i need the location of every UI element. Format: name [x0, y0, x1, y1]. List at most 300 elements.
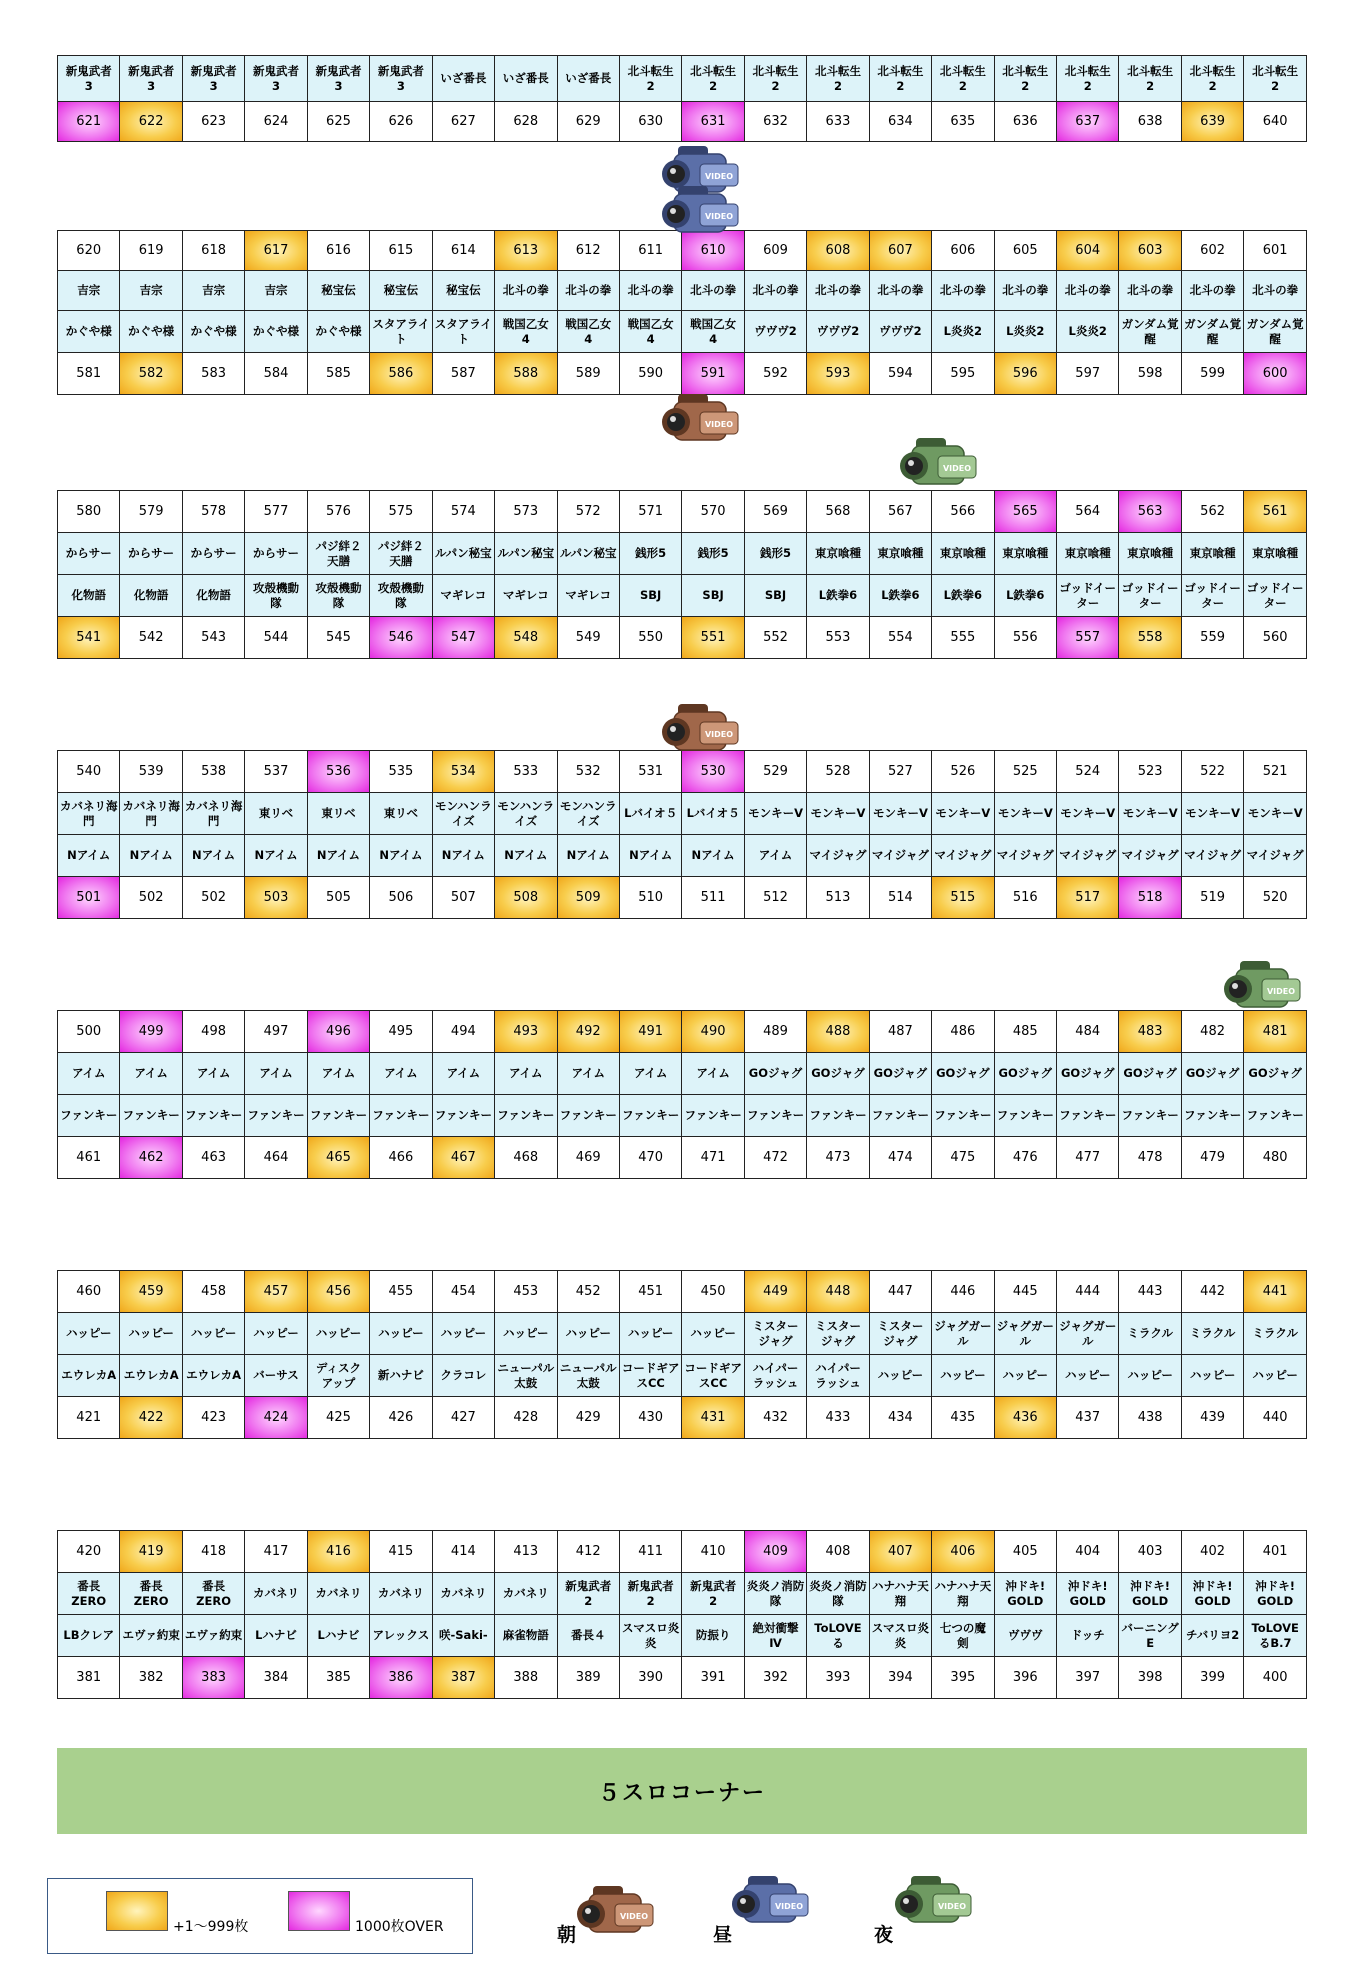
- seat-number-cell: 529: [744, 751, 806, 793]
- seat-number-cell: 464: [245, 1137, 307, 1179]
- machine-name-cell: 番長 ZERO: [120, 1573, 182, 1615]
- seat-number-cell: 639: [1181, 102, 1243, 142]
- machine-name-cell: L炎炎2: [1057, 311, 1119, 353]
- seat-number-cell: 596: [994, 353, 1056, 395]
- seat-number-cell: 502: [182, 877, 244, 919]
- seat-block: [57, 230, 1307, 395]
- seat-number-cell: 633: [807, 102, 869, 142]
- machine-name-cell: ファンキー: [432, 1095, 494, 1137]
- machine-name-cell: 新鬼武者 3: [120, 56, 182, 102]
- seat-number-cell: 602: [1181, 231, 1243, 271]
- seat-number-cell: 492: [557, 1011, 619, 1053]
- seat-number-cell: 411: [619, 1531, 681, 1573]
- machine-name-cell: カバネリ: [432, 1573, 494, 1615]
- seat-number-cell: 561: [1244, 491, 1307, 533]
- seat-number-cell: 495: [370, 1011, 432, 1053]
- machine-name-cell: 北斗転生 2: [619, 56, 681, 102]
- seat-number-cell: 534: [432, 751, 494, 793]
- seat-number-cell: 568: [807, 491, 869, 533]
- machine-name-cell: ハッピー: [307, 1313, 369, 1355]
- machine-row: [58, 1313, 1307, 1355]
- seat-number-cell: 535: [370, 751, 432, 793]
- seat-number-cell: 472: [744, 1137, 806, 1179]
- machine-name-cell: マイジャグ: [1119, 835, 1181, 877]
- morning-label: 朝: [557, 1924, 577, 1946]
- seat-number-cell: 547: [432, 617, 494, 659]
- machine-name-cell: ルパン秘宝: [557, 533, 619, 575]
- machine-name-cell: モンハンラ イズ: [557, 793, 619, 835]
- seat-number-cell: 591: [682, 353, 744, 395]
- seat-number-cell: 396: [994, 1657, 1056, 1699]
- seat-number-cell: 489: [744, 1011, 806, 1053]
- seat-number-cell: 446: [932, 1271, 994, 1313]
- machine-name-cell: ファンキー: [1181, 1095, 1243, 1137]
- machine-name-cell: チバリヨ2: [1181, 1615, 1243, 1657]
- machine-name-cell: L鉄拳6: [869, 575, 931, 617]
- number-row: [58, 491, 1307, 533]
- machine-name-cell: かぐや様: [120, 311, 182, 353]
- seat-number-cell: 607: [869, 231, 931, 271]
- machine-name-cell: 新鬼武者 2: [557, 1573, 619, 1615]
- machine-name-cell: 新鬼武者 3: [307, 56, 369, 102]
- machine-name-cell: ルパン秘宝: [495, 533, 557, 575]
- machine-name-cell: ToLOVE る: [807, 1615, 869, 1657]
- machine-name-cell: GOジャグ: [932, 1053, 994, 1095]
- machine-name-cell: 北斗転生 2: [1119, 56, 1181, 102]
- seat-number-cell: 629: [557, 102, 619, 142]
- machine-name-cell: 化物語: [120, 575, 182, 617]
- seat-number-cell: 586: [370, 353, 432, 395]
- seat-number-cell: 528: [807, 751, 869, 793]
- machine-name-cell: モンキーV: [1057, 793, 1119, 835]
- machine-name-cell: 北斗転生 2: [744, 56, 806, 102]
- machine-name-cell: ファンキー: [619, 1095, 681, 1137]
- machine-row: [58, 56, 1307, 102]
- machine-name-cell: 攻殻機動 隊: [307, 575, 369, 617]
- machine-name-cell: ファンキー: [370, 1095, 432, 1137]
- seat-number-cell: 490: [682, 1011, 744, 1053]
- machine-name-cell: 秘宝伝: [370, 271, 432, 311]
- machine-name-cell: GOジャグ: [744, 1053, 806, 1095]
- seat-number-cell: 611: [619, 231, 681, 271]
- seat-number-cell: 580: [58, 491, 120, 533]
- seat-number-cell: 550: [619, 617, 681, 659]
- seat-number-cell: 516: [994, 877, 1056, 919]
- machine-row: [58, 311, 1307, 353]
- svg-text:VIDEO: VIDEO: [619, 1912, 649, 1921]
- seat-number-cell: 417: [245, 1531, 307, 1573]
- seat-number-cell: 437: [1057, 1397, 1119, 1439]
- seat-number-cell: 505: [307, 877, 369, 919]
- seat-number-cell: 403: [1119, 1531, 1181, 1573]
- machine-name-cell: GOジャグ: [994, 1053, 1056, 1095]
- seat-number-cell: 426: [370, 1397, 432, 1439]
- seat-number-cell: 601: [1244, 231, 1307, 271]
- seat-number-cell: 410: [682, 1531, 744, 1573]
- machine-name-cell: アイム: [744, 835, 806, 877]
- machine-name-cell: 北斗の拳: [619, 271, 681, 311]
- seat-number-cell: 593: [807, 353, 869, 395]
- machine-name-cell: ファンキー: [245, 1095, 307, 1137]
- seat-number-cell: 450: [682, 1271, 744, 1313]
- seat-number-cell: 387: [432, 1657, 494, 1699]
- seat-number-cell: 486: [932, 1011, 994, 1053]
- machine-name-cell: Nアイム: [619, 835, 681, 877]
- machine-name-cell: かぐや様: [58, 311, 120, 353]
- video-camera-icon: [660, 698, 744, 760]
- machine-row: [58, 271, 1307, 311]
- seat-number-cell: 487: [869, 1011, 931, 1053]
- machine-name-cell: 東京喰種: [1181, 533, 1243, 575]
- seat-number-cell: 435: [932, 1397, 994, 1439]
- seat-number-cell: 442: [1181, 1271, 1243, 1313]
- seat-number-cell: 511: [682, 877, 744, 919]
- machine-name-cell: SBJ: [682, 575, 744, 617]
- machine-name-cell: アレックス: [370, 1615, 432, 1657]
- machine-name-cell: マイジャグ: [1244, 835, 1307, 877]
- machine-name-cell: Nアイム: [120, 835, 182, 877]
- noon-label: 昼: [713, 1924, 733, 1946]
- machine-name-cell: ファンキー: [307, 1095, 369, 1137]
- machine-name-cell: ガンダム覚醒: [1119, 311, 1181, 353]
- seat-number-cell: 449: [744, 1271, 806, 1313]
- machine-name-cell: GOジャグ: [1119, 1053, 1181, 1095]
- seat-number-cell: 532: [557, 751, 619, 793]
- machine-name-cell: 炎炎ノ消防 隊: [807, 1573, 869, 1615]
- machine-name-cell: ミラクル: [1119, 1313, 1181, 1355]
- machine-name-cell: ミラクル: [1181, 1313, 1243, 1355]
- seat-number-cell: 406: [932, 1531, 994, 1573]
- seat-number-cell: 482: [1181, 1011, 1243, 1053]
- machine-name-cell: からサー: [245, 533, 307, 575]
- seat-number-cell: 439: [1181, 1397, 1243, 1439]
- machine-name-cell: Lバイオ５: [682, 793, 744, 835]
- seat-number-cell: 548: [495, 617, 557, 659]
- seat-number-cell: 539: [120, 751, 182, 793]
- machine-name-cell: 吉宗: [120, 271, 182, 311]
- machine-name-cell: ハイパー ラッシュ: [807, 1355, 869, 1397]
- seat-number-cell: 571: [619, 491, 681, 533]
- seat-number-cell: 401: [1244, 1531, 1307, 1573]
- machine-name-cell: コードギア スCC: [682, 1355, 744, 1397]
- machine-name-cell: ハナハナ天 翔: [932, 1573, 994, 1615]
- machine-name-cell: ファンキー: [495, 1095, 557, 1137]
- seat-number-cell: 466: [370, 1137, 432, 1179]
- machine-name-cell: エヴァ約束: [120, 1615, 182, 1657]
- machine-name-cell: Nアイム: [682, 835, 744, 877]
- seat-number-cell: 382: [120, 1657, 182, 1699]
- machine-name-cell: ゴッドイー ター: [1119, 575, 1181, 617]
- seat-number-cell: 456: [307, 1271, 369, 1313]
- seat-number-cell: 483: [1119, 1011, 1181, 1053]
- machine-name-cell: ハッピー: [1119, 1355, 1181, 1397]
- machine-name-cell: ヴヴヴ2: [807, 311, 869, 353]
- machine-name-cell: Lハナビ: [307, 1615, 369, 1657]
- machine-name-cell: 東京喰種: [1244, 533, 1307, 575]
- seat-number-cell: 595: [932, 353, 994, 395]
- machine-name-cell: ハッピー: [994, 1355, 1056, 1397]
- seat-number-cell: 579: [120, 491, 182, 533]
- seat-number-cell: 575: [370, 491, 432, 533]
- seat-number-cell: 622: [120, 102, 182, 142]
- seat-number-cell: 546: [370, 617, 432, 659]
- machine-name-cell: 銭形5: [619, 533, 681, 575]
- seat-number-cell: 515: [932, 877, 994, 919]
- seat-number-cell: 537: [245, 751, 307, 793]
- svg-text:VIDEO: VIDEO: [704, 172, 734, 181]
- seat-number-cell: 485: [994, 1011, 1056, 1053]
- machine-name-cell: Nアイム: [495, 835, 557, 877]
- seat-number-cell: 498: [182, 1011, 244, 1053]
- seat-number-cell: 465: [307, 1137, 369, 1179]
- machine-name-cell: エウレカA: [58, 1355, 120, 1397]
- machine-name-cell: Nアイム: [307, 835, 369, 877]
- machine-name-cell: ゴッドイー ター: [1181, 575, 1243, 617]
- seat-number-cell: 530: [682, 751, 744, 793]
- machine-row: [58, 793, 1307, 835]
- seat-number-cell: 384: [245, 1657, 307, 1699]
- machine-name-cell: パジ絆２ 天膳: [307, 533, 369, 575]
- machine-name-cell: 東リベ: [307, 793, 369, 835]
- seat-number-cell: 631: [682, 102, 744, 142]
- seat-block: [57, 1530, 1307, 1699]
- machine-name-cell: 北斗の拳: [932, 271, 994, 311]
- machine-name-cell: 北斗の拳: [682, 271, 744, 311]
- machine-name-cell: ハッピー: [182, 1313, 244, 1355]
- seat-number-cell: 557: [1057, 617, 1119, 659]
- seat-number-cell: 409: [744, 1531, 806, 1573]
- machine-name-cell: 麻雀物語: [495, 1615, 557, 1657]
- seat-number-cell: 542: [120, 617, 182, 659]
- seat-number-cell: 500: [58, 1011, 120, 1053]
- seat-number-cell: 554: [869, 617, 931, 659]
- svg-text:VIDEO: VIDEO: [774, 1902, 804, 1911]
- seat-number-cell: 434: [869, 1397, 931, 1439]
- machine-name-cell: マイジャグ: [932, 835, 994, 877]
- machine-name-cell: 北斗の拳: [807, 271, 869, 311]
- svg-text:VIDEO: VIDEO: [937, 1902, 967, 1911]
- machine-name-cell: Nアイム: [432, 835, 494, 877]
- machine-name-cell: 北斗転生 2: [1244, 56, 1307, 102]
- machine-row: [58, 1053, 1307, 1095]
- machine-name-cell: 秘宝伝: [432, 271, 494, 311]
- machine-name-cell: Nアイム: [370, 835, 432, 877]
- seat-number-cell: 391: [682, 1657, 744, 1699]
- seat-number-cell: 634: [869, 102, 931, 142]
- seat-number-cell: 605: [994, 231, 1056, 271]
- seat-number-cell: 608: [807, 231, 869, 271]
- seat-number-cell: 474: [869, 1137, 931, 1179]
- seat-number-cell: 389: [557, 1657, 619, 1699]
- seat-number-cell: 448: [807, 1271, 869, 1313]
- machine-name-cell: ニューパル 太鼓: [557, 1355, 619, 1397]
- machine-name-cell: モンハンラ イズ: [432, 793, 494, 835]
- machine-name-cell: 新鬼武者 2: [619, 1573, 681, 1615]
- machine-name-cell: アイム: [682, 1053, 744, 1095]
- seat-number-cell: 392: [744, 1657, 806, 1699]
- machine-name-cell: エヴァ約束: [182, 1615, 244, 1657]
- seat-number-cell: 521: [1244, 751, 1307, 793]
- machine-name-cell: ハッピー: [120, 1313, 182, 1355]
- seat-number-cell: 637: [1057, 102, 1119, 142]
- machine-name-cell: カバネリ海 門: [120, 793, 182, 835]
- seat-number-cell: 559: [1181, 617, 1243, 659]
- seat-number-cell: 412: [557, 1531, 619, 1573]
- machine-name-cell: Nアイム: [245, 835, 307, 877]
- machine-name-cell: マイジャグ: [869, 835, 931, 877]
- seat-number-cell: 517: [1057, 877, 1119, 919]
- seat-number-cell: 556: [994, 617, 1056, 659]
- machine-row: [58, 1573, 1307, 1615]
- seat-number-cell: 604: [1057, 231, 1119, 271]
- seat-number-cell: 398: [1119, 1657, 1181, 1699]
- seat-number-cell: 621: [58, 102, 120, 142]
- seat-number-cell: 493: [495, 1011, 557, 1053]
- machine-name-cell: ゴッドイー ター: [1057, 575, 1119, 617]
- machine-row: [58, 533, 1307, 575]
- seat-number-cell: 632: [744, 102, 806, 142]
- machine-name-cell: スタアライト: [432, 311, 494, 353]
- machine-name-cell: クラコレ: [432, 1355, 494, 1397]
- seat-number-cell: 587: [432, 353, 494, 395]
- seat-number-cell: 473: [807, 1137, 869, 1179]
- machine-name-cell: ファンキー: [182, 1095, 244, 1137]
- seat-number-cell: 462: [120, 1137, 182, 1179]
- video-camera-icon: [660, 388, 744, 450]
- machine-name-cell: 攻殻機動 隊: [245, 575, 307, 617]
- machine-name-cell: ハッピー: [495, 1313, 557, 1355]
- seat-number-cell: 518: [1119, 877, 1181, 919]
- machine-name-cell: カバネリ海 門: [182, 793, 244, 835]
- machine-name-cell: ファンキー: [994, 1095, 1056, 1137]
- machine-name-cell: マギレコ: [495, 575, 557, 617]
- machine-name-cell: いざ番長: [432, 56, 494, 102]
- seat-number-cell: 479: [1181, 1137, 1243, 1179]
- machine-name-cell: モンハンラ イズ: [495, 793, 557, 835]
- machine-name-cell: 新鬼武者 3: [182, 56, 244, 102]
- seat-number-cell: 453: [495, 1271, 557, 1313]
- corner-title: ５スロコーナー: [597, 1780, 766, 1806]
- seat-number-cell: 428: [495, 1397, 557, 1439]
- seat-number-cell: 463: [182, 1137, 244, 1179]
- machine-name-cell: 沖ドキ! GOLD: [1244, 1573, 1307, 1615]
- seat-number-cell: 613: [495, 231, 557, 271]
- machine-name-cell: ファンキー: [557, 1095, 619, 1137]
- seat-number-cell: 538: [182, 751, 244, 793]
- machine-name-cell: ハッピー: [682, 1313, 744, 1355]
- seat-number-cell: 626: [370, 102, 432, 142]
- seat-number-cell: 468: [495, 1137, 557, 1179]
- machine-name-cell: 番長４: [557, 1615, 619, 1657]
- seat-number-cell: 522: [1181, 751, 1243, 793]
- seat-number-cell: 405: [994, 1531, 1056, 1573]
- machine-name-cell: L鉄拳6: [932, 575, 994, 617]
- machine-name-cell: マギレコ: [432, 575, 494, 617]
- seat-number-cell: 527: [869, 751, 931, 793]
- machine-name-cell: 北斗転生 2: [682, 56, 744, 102]
- number-row: [58, 1011, 1307, 1053]
- machine-name-cell: からサー: [58, 533, 120, 575]
- machine-name-cell: 北斗転生 2: [932, 56, 994, 102]
- machine-name-cell: パジ絆２ 天膳: [370, 533, 432, 575]
- machine-name-cell: ファンキー: [807, 1095, 869, 1137]
- machine-name-cell: SBJ: [744, 575, 806, 617]
- machine-name-cell: 吉宗: [182, 271, 244, 311]
- machine-name-cell: ヴヴヴ2: [744, 311, 806, 353]
- video-camera-icon: [1222, 955, 1306, 1017]
- machine-name-cell: 北斗の拳: [1057, 271, 1119, 311]
- seat-block: [57, 750, 1307, 919]
- svg-text:VIDEO: VIDEO: [704, 420, 734, 429]
- machine-name-cell: いざ番長: [495, 56, 557, 102]
- seat-number-cell: 436: [994, 1397, 1056, 1439]
- svg-text:VIDEO: VIDEO: [942, 464, 972, 473]
- machine-name-cell: 防振り: [682, 1615, 744, 1657]
- seat-number-cell: 640: [1244, 102, 1307, 142]
- machine-name-cell: SBJ: [619, 575, 681, 617]
- seat-block: [57, 490, 1307, 659]
- machine-name-cell: 東京喰種: [994, 533, 1056, 575]
- seat-number-cell: 399: [1181, 1657, 1243, 1699]
- seat-number-cell: 520: [1244, 877, 1307, 919]
- machine-name-cell: 炎炎ノ消防 隊: [744, 1573, 806, 1615]
- machine-name-cell: マイジャグ: [994, 835, 1056, 877]
- machine-name-cell: ファンキー: [932, 1095, 994, 1137]
- machine-name-cell: 戦国乙女 4: [682, 311, 744, 353]
- seat-number-cell: 609: [744, 231, 806, 271]
- machine-name-cell: ハッピー: [245, 1313, 307, 1355]
- seat-number-cell: 433: [807, 1397, 869, 1439]
- machine-name-cell: 沖ドキ! GOLD: [994, 1573, 1056, 1615]
- machine-name-cell: ジャグガー ル: [1057, 1313, 1119, 1355]
- machine-name-cell: 北斗の拳: [1244, 271, 1307, 311]
- machine-row: [58, 1355, 1307, 1397]
- seat-number-cell: 606: [932, 231, 994, 271]
- machine-name-cell: アイム: [432, 1053, 494, 1095]
- machine-name-cell: ハッピー: [932, 1355, 994, 1397]
- machine-name-cell: Nアイム: [557, 835, 619, 877]
- machine-name-cell: ハイパー ラッシュ: [744, 1355, 806, 1397]
- svg-text:VIDEO: VIDEO: [1266, 987, 1296, 996]
- machine-name-cell: モンキーV: [744, 793, 806, 835]
- machine-name-cell: ファンキー: [1119, 1095, 1181, 1137]
- seat-number-cell: 563: [1119, 491, 1181, 533]
- seat-number-cell: 531: [619, 751, 681, 793]
- seat-number-cell: 541: [58, 617, 120, 659]
- machine-name-cell: L鉄拳6: [807, 575, 869, 617]
- machine-name-cell: モンキーV: [994, 793, 1056, 835]
- seat-number-cell: 503: [245, 877, 307, 919]
- number-row: [58, 1271, 1307, 1313]
- seat-number-cell: 600: [1244, 353, 1307, 395]
- seat-number-cell: 590: [619, 353, 681, 395]
- seat-number-cell: 394: [869, 1657, 931, 1699]
- seat-number-cell: 555: [932, 617, 994, 659]
- seat-number-cell: 592: [744, 353, 806, 395]
- machine-name-cell: 新鬼武者 3: [58, 56, 120, 102]
- seat-block: [57, 55, 1307, 142]
- machine-name-cell: 戦国乙女 4: [495, 311, 557, 353]
- seat-number-cell: 638: [1119, 102, 1181, 142]
- seat-number-cell: 414: [432, 1531, 494, 1573]
- legend-orange-swatch: [106, 1891, 168, 1931]
- seat-number-cell: 440: [1244, 1397, 1307, 1439]
- machine-name-cell: 沖ドキ! GOLD: [1181, 1573, 1243, 1615]
- machine-name-cell: ファンキー: [869, 1095, 931, 1137]
- machine-name-cell: LBクレア: [58, 1615, 120, 1657]
- machine-name-cell: 吉宗: [245, 271, 307, 311]
- machine-name-cell: 北斗転生 2: [869, 56, 931, 102]
